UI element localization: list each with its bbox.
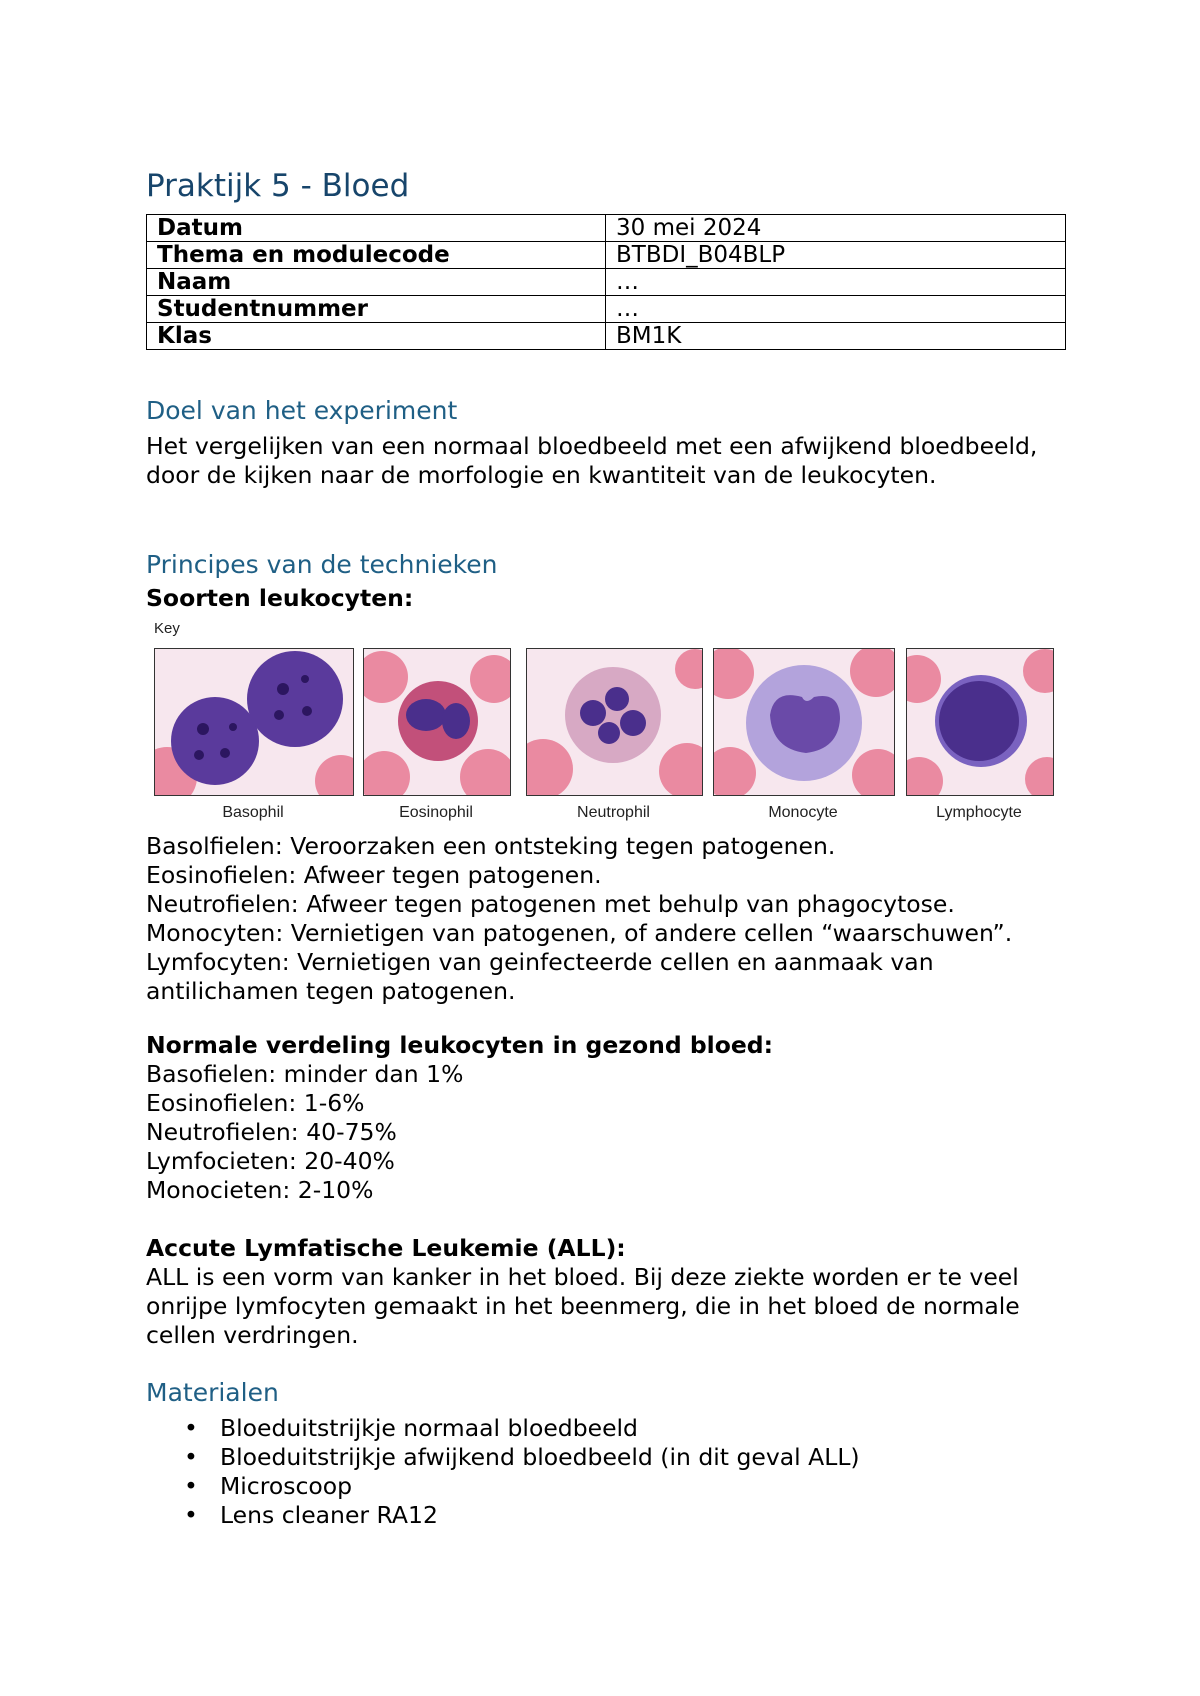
list-item-label: Lens cleaner RA12: [220, 1501, 438, 1529]
list-item: [146, 1472, 860, 1501]
doel-heading: Doel van het experiment: [146, 396, 458, 425]
verdeling-line: Monocieten: 2-10%: [146, 1176, 374, 1204]
doel-text: Het vergelijken van een normaal bloedbeeld met een afwijkend bloedbeeld, door de kijken naar de morfologie en kwantiteit van de leukocyten.: [146, 432, 1038, 489]
table-row: [147, 242, 1066, 269]
verdeling-label: Normale verdeling leukocyten in gezond bloed:: [146, 1031, 774, 1059]
list-item: [146, 1501, 860, 1530]
list-item-label: Bloeduitstrijkje afwijkend bloedbeeld (in dit geval ALL): [220, 1443, 860, 1471]
meta-key: Datum: [147, 215, 606, 242]
list-item-label: Bloeduitstrijkje normaal bloedbeeld: [220, 1414, 638, 1442]
all-label: Accute Lymfatische Leukemie (ALL):: [146, 1234, 626, 1262]
verdeling-line: Eosinofielen: 1-6%: [146, 1089, 365, 1117]
verdeling-line: Neutrofielen: 40-75%: [146, 1118, 397, 1146]
cell-caption: Neutrophil: [577, 804, 650, 821]
meta-key: Naam: [147, 269, 606, 296]
list-item: [146, 1414, 860, 1443]
meta-key: Klas: [147, 323, 606, 350]
verdeling-line: Lymfocieten: 20-40%: [146, 1147, 395, 1175]
principes-heading: Principes van de technieken: [146, 550, 498, 579]
meta-value: BTBDI_B04BLP: [606, 242, 1066, 269]
all-text: ALL is een vorm van kanker in het bloed. Bij deze ziekte worden er te veel onrijpe lymfocyten gemaakt in het beenmerg, die in het bloed de normale cellen verdringen.: [146, 1263, 1020, 1349]
monocyte-cell-image: [713, 648, 895, 796]
meta-value: BM1K: [606, 323, 1066, 350]
meta-value: …: [606, 296, 1066, 323]
verdeling-line: Basofielen: minder dan 1%: [146, 1060, 464, 1088]
meta-key: Studentnummer: [147, 296, 606, 323]
soorten-label: Soorten leukocyten:: [146, 584, 414, 612]
table-row: [147, 323, 1066, 350]
materialen-heading: Materialen: [146, 1378, 279, 1407]
cell-caption: Basophil: [222, 804, 284, 821]
table-row: [147, 215, 1066, 242]
bullet-icon: •: [184, 1414, 198, 1442]
meta-key: Thema en modulecode: [147, 242, 606, 269]
cell-caption: Monocyte: [768, 804, 838, 821]
description-line: Lymfocyten: Vernietigen van geinfecteerde cellen en aanmaak van antilichamen tegen patogenen.: [146, 948, 934, 1005]
table-row: [147, 269, 1066, 296]
page-title: Praktijk 5 - Bloed: [146, 168, 410, 204]
lymphocyte-cell-image: [906, 648, 1054, 796]
meta-value: 30 mei 2024: [606, 215, 1066, 242]
cell-caption: Lymphocyte: [936, 804, 1022, 821]
description-line: Neutrofielen: Afweer tegen patogenen met behulp van phagocytose.: [146, 890, 955, 918]
list-item-label: Microscoop: [220, 1472, 353, 1500]
materialen-list: [146, 1414, 860, 1530]
figure-key-label: Key: [154, 620, 180, 637]
bullet-icon: •: [184, 1472, 198, 1500]
bullet-icon: •: [184, 1501, 198, 1529]
table-row: [147, 296, 1066, 323]
basophil-cell-image: [154, 648, 354, 796]
cell-caption: Eosinophil: [399, 804, 473, 821]
description-line: Monocyten: Vernietigen van patogenen, of andere cellen “waarschuwen”.: [146, 919, 1013, 947]
list-item: [146, 1443, 860, 1472]
eosinophil-cell-image: [363, 648, 511, 796]
description-line: Eosinofielen: Afweer tegen patogenen.: [146, 861, 602, 889]
meta-value: …: [606, 269, 1066, 296]
neutrophil-cell-image: [526, 648, 703, 796]
meta-table: [146, 214, 1066, 350]
bullet-icon: •: [184, 1443, 198, 1471]
description-line: Basolfielen: Veroorzaken een ontsteking tegen patogenen.: [146, 832, 836, 860]
